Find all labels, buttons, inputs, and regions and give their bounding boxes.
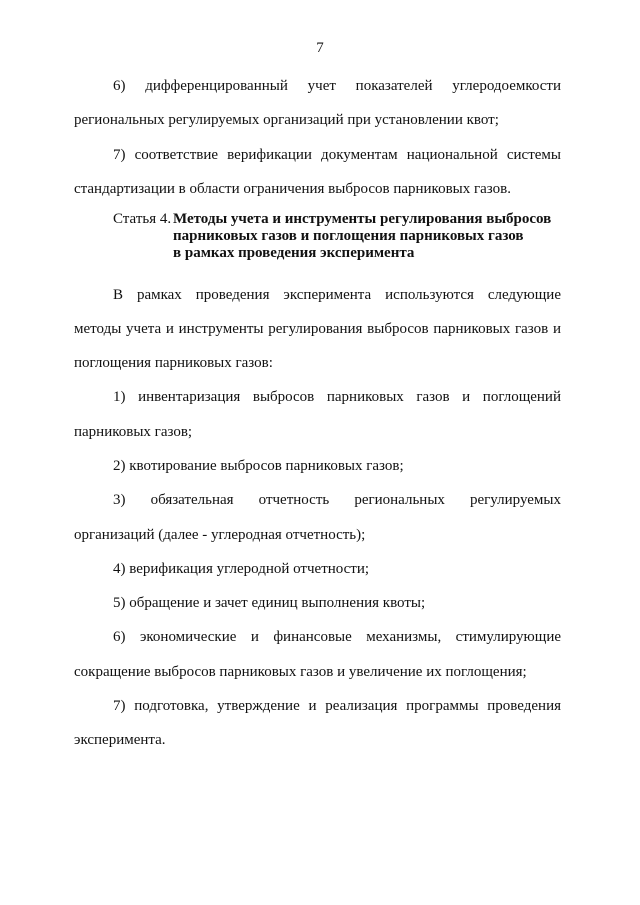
intro-line-1: В рамках проведения эксперимента используются следующие xyxy=(113,287,561,303)
page-number: 7 xyxy=(316,40,324,56)
list-item-4: 4) верификация углеродной отчетности; xyxy=(113,561,370,577)
list-item-2: 2) квотирование выбросов парниковых газов; xyxy=(113,458,404,474)
item-6-line-1: 6) дифференцированный учет показателей углеродоемкости xyxy=(113,78,561,94)
article-title-line-1: Методы учета и инструменты регулирования выбросов xyxy=(173,211,552,227)
list-item-3-line-2: организаций (далее - углеродная отчетность); xyxy=(74,527,366,543)
item-7-line-1: 7) соответствие верификации документам национальной системы xyxy=(113,147,561,163)
list-item-1-line-2: парниковых газов; xyxy=(74,424,193,440)
list-item-1-line-1: 1) инвентаризация выбросов парниковых газов и поглощений xyxy=(113,389,561,405)
list-item-6-line-1: 6) экономические и финансовые механизмы, стимулирующие xyxy=(113,629,561,645)
item-7-line-2: стандартизации в области ограничения выбросов парниковых газов. xyxy=(74,181,511,197)
list-item-5: 5) обращение и зачет единиц выполнения квоты; xyxy=(113,595,426,611)
item-6-line-2: региональных регулируемых организаций при установлении квот; xyxy=(74,112,499,128)
article-label: Статья 4. xyxy=(113,211,172,227)
list-item-6-line-2: сокращение выбросов парниковых газов и увеличение их поглощения; xyxy=(74,664,527,680)
intro-line-3: поглощения парниковых газов: xyxy=(74,355,273,371)
article-title xyxy=(173,211,551,262)
list-item-7-line-1: 7) подготовка, утверждение и реализация программы проведения xyxy=(113,698,561,714)
article-title-line-3: в рамках проведения эксперимента xyxy=(173,245,415,261)
list-item-7-line-2: эксперимента. xyxy=(74,732,166,748)
article-title-line-2: парниковых газов и поглощения парниковых газов xyxy=(173,228,524,244)
list-item-3-line-1: 3) обязательная отчетность региональных регулируемых xyxy=(113,492,561,508)
intro-line-2: методы учета и инструменты регулирования выбросов парниковых газов и xyxy=(74,321,561,337)
